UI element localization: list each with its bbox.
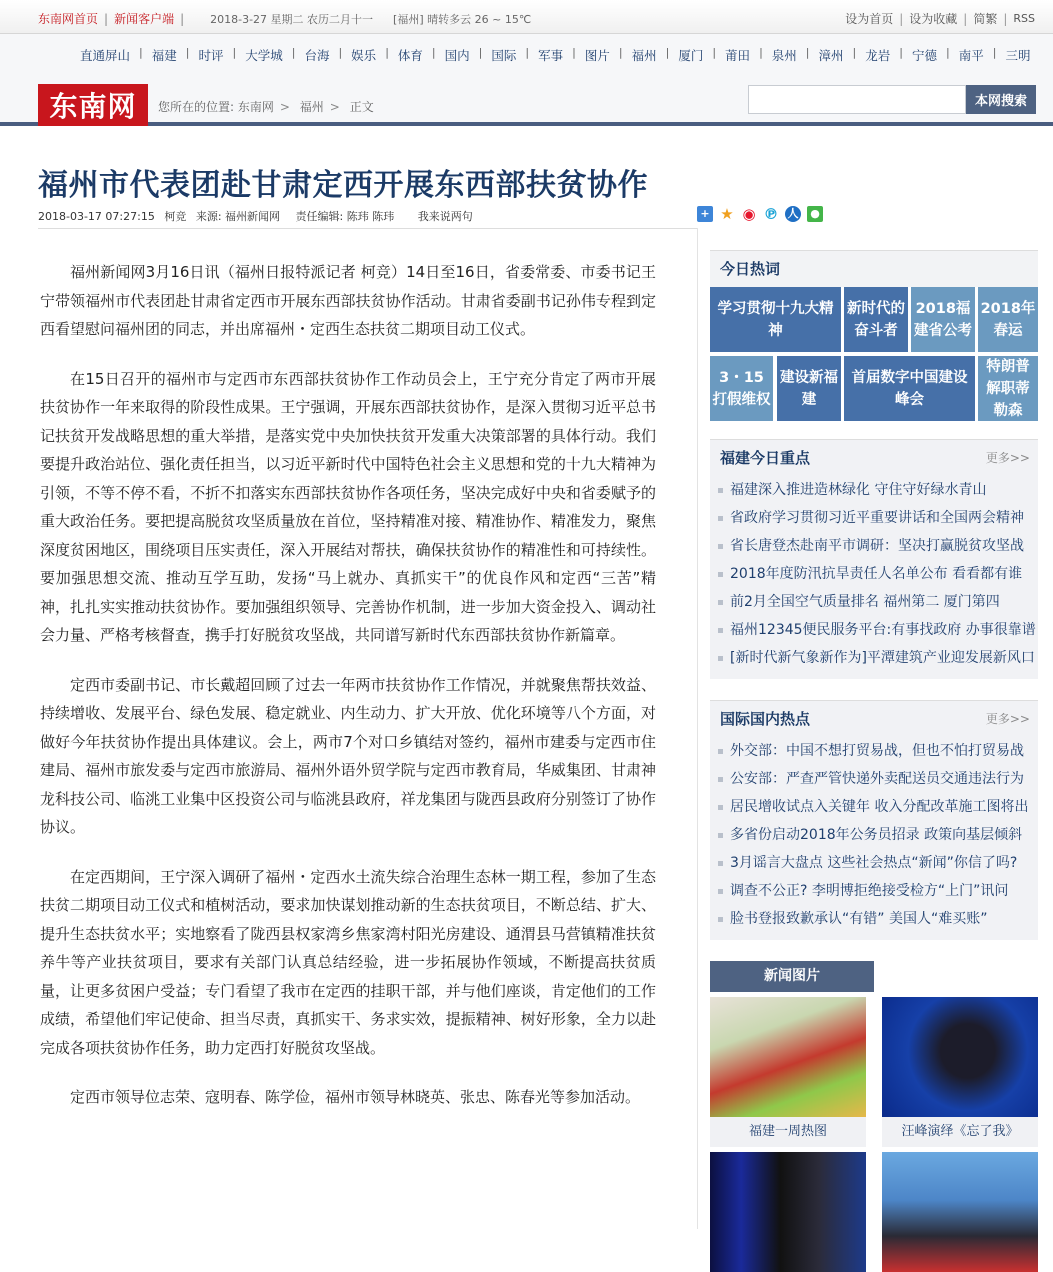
pengyou-icon[interactable]: ℗	[763, 205, 779, 223]
nav-item[interactable]: 军事	[538, 48, 564, 63]
panel-title-text: 福建今日重点	[720, 449, 811, 467]
more-link[interactable]: 更多>>	[985, 451, 1030, 465]
news-app-link[interactable]: 新闻客户端	[114, 12, 175, 26]
plus-share-icon[interactable]: +	[697, 206, 713, 222]
nav-item[interactable]: 南平	[958, 48, 984, 63]
news-link[interactable]: 多省份启动2018年公务员招录 政策向基层倾斜	[718, 821, 1038, 849]
nav-item[interactable]: 福建	[151, 48, 177, 63]
news-link[interactable]: 外交部：中国不想打贸易战，但也不怕打贸易战	[718, 737, 1038, 765]
simplified-traditional-link[interactable]: 简繁	[973, 12, 998, 26]
nav-item[interactable]: 娱乐	[351, 48, 377, 63]
photo-singer	[882, 997, 1038, 1117]
nav-item[interactable]: 泉州	[771, 48, 797, 63]
paragraph: 福州新闻网3月16日讯（福州日报特派记者 柯竞）14日至16日，省委常委、市委书记王宁带领福州市代表团赴甘肃省定西市开展东西部扶贫协作活动。甘肃省委副书记孙伟专程到定西看望慰问福州团的同志，并出席福州・定西生态扶贫二期项目动工仪式。	[40, 263, 656, 338]
breadcrumb-current: 正文	[349, 100, 374, 114]
nav-item[interactable]: 三明	[1005, 48, 1031, 63]
chevron-right-icon: >	[329, 100, 340, 114]
breadcrumb-item[interactable]: 东南网	[237, 100, 274, 114]
news-link[interactable]: 调查不公正? 李明博拒绝接受检方“上门”讯问	[718, 877, 1038, 905]
news-link[interactable]: 省长唐登杰赴南平市调研：坚决打赢脱贫攻坚战	[718, 532, 1038, 560]
news-link[interactable]: 省政府学习贯彻习近平重要讲话和全国两会精神	[718, 504, 1038, 532]
nav-item[interactable]: 直通屏山	[80, 48, 131, 63]
divider: |	[899, 11, 904, 26]
divider: |	[572, 46, 576, 59]
divider: |	[139, 46, 143, 59]
nav-item[interactable]: 体育	[397, 48, 423, 63]
breadcrumb-item[interactable]: 福州	[299, 100, 324, 114]
wechat-icon[interactable]: ●	[807, 206, 823, 222]
hotword-tile[interactable]: 特朗普解职蒂勒森	[978, 356, 1038, 421]
intl-hot-panel	[710, 700, 1038, 940]
divider: |	[963, 11, 968, 26]
hotword-tile[interactable]: 首届数字中国建设峰会	[844, 356, 975, 421]
nav-item[interactable]: 福州	[631, 48, 657, 63]
divider: |	[852, 46, 857, 59]
divider: |	[525, 46, 530, 59]
panel-title: 今日热词	[720, 260, 781, 278]
panel-title	[710, 440, 1038, 476]
divider: |	[232, 46, 237, 59]
nav-item[interactable]: 大学城	[245, 48, 283, 63]
weather: [福州] 晴转多云 26 ~ 15℃	[393, 12, 532, 26]
rss-link[interactable]: RSS	[1013, 12, 1035, 25]
divider	[697, 228, 698, 1229]
picture-card[interactable]	[710, 1152, 866, 1272]
divider: |	[1003, 11, 1008, 26]
paragraph: 在15日召开的福州市与定西市东西部扶贫协作工作动员会上，王宁充分肯定了两市开展扶贫协作一年来取得的阶段性成果。王宁强调，开展东西部扶贫协作，是深入贯彻习近平总书记扶贫开发战略思想的重大举措，是落实党中央加快扶贫开发重大决策部署的具体行动。我们要提升政治站位、强化责任担当，以习近平新时代中国特色社会主义思想和党的十九大精神为引领，不等不停不看，不折不扣落实东西部扶贫协作各项任务，坚决完成好中央和省委赋予的重大政治任务。要把提高脱贫攻坚质量放在首位，坚持精准对接、精准协作、精准发力，聚焦深度贫困地区，围绕项目压实责任，深入开展结对帮扶，确保扶贫协作的精准性和可持续性。要加强思想交流、推动互学互助，发扬“马上就办、真抓实干”的优良作风和定西“三苦”精神，扎扎实实推动扶贫协作。要加强组织领导、完善协作机制，进一步加大资金投入、调动社会力量、严格考核督查，携手打好脱贫攻坚战，共同谱写新时代东西部扶贫协作新篇章。	[40, 369, 656, 644]
divider: |	[665, 46, 670, 59]
hotword-tile[interactable]: 3・15打假维权	[710, 356, 773, 421]
hotwords-panel	[710, 250, 1038, 439]
publish-time: 2018-03-17 07:27:15	[38, 210, 155, 223]
divider: |	[805, 46, 810, 59]
divider: |	[291, 46, 296, 59]
picture-card[interactable]	[710, 997, 866, 1147]
news-link[interactable]: 居民增收试点入关键年 收入分配改革施工图将出	[718, 793, 1038, 821]
fujian-focus-panel	[710, 439, 1038, 679]
hotwords-grid	[710, 287, 1038, 439]
search-button[interactable]: 本网搜索	[966, 85, 1036, 114]
main-nav	[80, 46, 1030, 64]
article-meta	[38, 208, 473, 224]
breadcrumb-prefix: 您所在的位置:	[158, 100, 235, 114]
nav-item[interactable]: 图片	[584, 48, 610, 63]
nav-item[interactable]: 国内	[444, 48, 470, 63]
news-link[interactable]: 脸书登报致歉承认“有错” 美国人“难买账”	[718, 905, 1038, 933]
news-link[interactable]: 前2月全国空气质量排名 福州第二 厦门第四	[718, 588, 1038, 616]
share-bar	[697, 206, 823, 222]
qzone-icon[interactable]: ★	[720, 205, 734, 223]
hotword-tile[interactable]: 新时代的奋斗者	[844, 287, 908, 352]
divider: |	[759, 46, 763, 59]
nav-item[interactable]: 莆田	[725, 48, 751, 63]
picture-caption: 汪峰演绎《忘了我》	[882, 1117, 1038, 1147]
news-pictures-title: 新闻图片	[710, 961, 874, 992]
divider: |	[385, 46, 389, 59]
divider: |	[618, 46, 623, 59]
author: 柯竞	[164, 210, 187, 223]
picture-card[interactable]	[882, 997, 1038, 1147]
divider: |	[431, 46, 436, 59]
article-body	[40, 258, 656, 1133]
nav-item[interactable]: 国际	[491, 48, 517, 63]
news-link[interactable]: 3月谣言大盘点 这些社会热点“新闻”你信了吗?	[718, 849, 1038, 877]
picture-card[interactable]	[882, 1152, 1038, 1272]
divider: |	[180, 11, 185, 26]
news-link[interactable]: 2018年度防汛抗旱责任人名单公布 看看都有谁	[718, 560, 1038, 588]
divider: |	[946, 46, 950, 59]
renren-icon[interactable]: 人	[785, 206, 801, 222]
nav-item[interactable]: 厦门	[678, 48, 704, 63]
breadcrumb	[158, 98, 374, 115]
search-input[interactable]	[748, 85, 966, 114]
divider: |	[338, 46, 343, 59]
bookmark-link[interactable]: 设为收藏	[909, 12, 958, 26]
top-bar	[0, 0, 1053, 34]
more-link[interactable]: 更多>>	[985, 712, 1030, 726]
hotword-tile[interactable]: 2018年春运	[978, 287, 1038, 352]
picture-caption: 福建一周热图	[710, 1117, 866, 1147]
news-link[interactable]: 公安部：严查严管快递外卖配送员交通违法行为	[718, 765, 1038, 793]
divider: |	[185, 46, 190, 59]
divider: |	[104, 11, 109, 26]
photo-group	[882, 1152, 1038, 1272]
nav-item[interactable]: 龙岩	[865, 48, 891, 63]
hotword-tile[interactable]: 建设新福建	[777, 356, 841, 421]
photo-kids-eggs	[710, 997, 866, 1117]
comment-link[interactable]: 我来说两句	[417, 210, 473, 223]
nav-item[interactable]: 台海	[304, 48, 330, 63]
article-title: 福州市代表团赴甘肃定西开展东西部扶贫协作	[38, 168, 648, 203]
home-link[interactable]: 东南网首页	[38, 12, 99, 26]
weibo-icon[interactable]: ◉	[742, 205, 756, 223]
divider: |	[712, 46, 717, 59]
nav-item[interactable]: 时评	[198, 48, 224, 63]
nav-item[interactable]: 宁德	[911, 48, 937, 63]
editor: 责任编辑: 陈玮 陈玮	[295, 210, 395, 223]
divider: |	[899, 46, 903, 59]
divider: |	[992, 46, 997, 59]
current-date: 2018-3-27 星期二 农历二月十一	[210, 12, 374, 26]
news-link[interactable]: [新时代新气象新作为]平潭建筑产业迎发展新风口	[718, 644, 1038, 672]
divider	[38, 228, 698, 229]
photo-stage-show	[710, 1152, 866, 1272]
chevron-right-icon: >	[279, 100, 290, 114]
paragraph: 定西市委副书记、市长戴超回顾了过去一年两市扶贫协作工作情况，并就聚焦帮扶效益、持续增收、发展平台、绿色发展、稳定就业、内生动力、扩大开放、优化环境等八个方面，对做好今年扶贫协作提出具体建议。会上，两市7个对口乡镇结对签约，福州市建委与定西市住建局、福州市旅发委与定西市旅游局、福州外语外贸学院与定西市教育局，华威集团、甘肃神龙科技公司、临洮工业集中区投资公司与临洮县政府，祥龙集团与陇西县政府分别签订了协作协议。	[40, 675, 656, 836]
hotword-tile[interactable]: 学习贯彻十九大精神	[710, 287, 841, 352]
site-logo[interactable]: 东南网	[38, 84, 148, 126]
panel-title-text: 国际国内热点	[720, 710, 811, 728]
news-link[interactable]: 福州12345便民服务平台:有事找政府 办事很靠谱	[718, 616, 1038, 644]
paragraph: 定西市领导位志荣、寇明春、陈学俭，福州市领导林晓英、张忠、陈春光等参加活动。	[70, 1088, 641, 1106]
set-homepage-link[interactable]: 设为首页	[845, 12, 894, 26]
paragraph: 在定西期间，王宁深入调研了福州・定西水土流失综合治理生态林一期工程，参加了生态扶贫二期项目动工仪式和植树活动，要求加快谋划推动新的生态扶贫项目，不断总结、扩大、提升生态扶贫水平；实地察看了陇西县权家湾乡焦家湾村阳光房建设、通渭县马营镇精准扶贫养牛等产业扶贫项目，要求有关部门认真总结经验，进一步拓展协作领域，不断提高扶贫质量，让更多贫困户受益；专门看望了我市在定西的挂职干部，并与他们座谈，肯定他们的工作成绩，希望他们牢记使命、担当尽责，真抓实干、务求实效，提振精神、树好形象，全力以赴完成各项扶贫协作任务，助力定西打好脱贫攻坚战。	[40, 867, 656, 1057]
divider: |	[478, 46, 483, 59]
hotword-tile[interactable]: 2018福建省公考	[911, 287, 975, 352]
panel-title	[710, 701, 1038, 737]
source: 来源: 福州新闻网	[195, 210, 281, 223]
news-link[interactable]: 福建深入推进造林绿化 守住守好绿水青山	[718, 476, 1038, 504]
nav-item[interactable]: 漳州	[818, 48, 844, 63]
